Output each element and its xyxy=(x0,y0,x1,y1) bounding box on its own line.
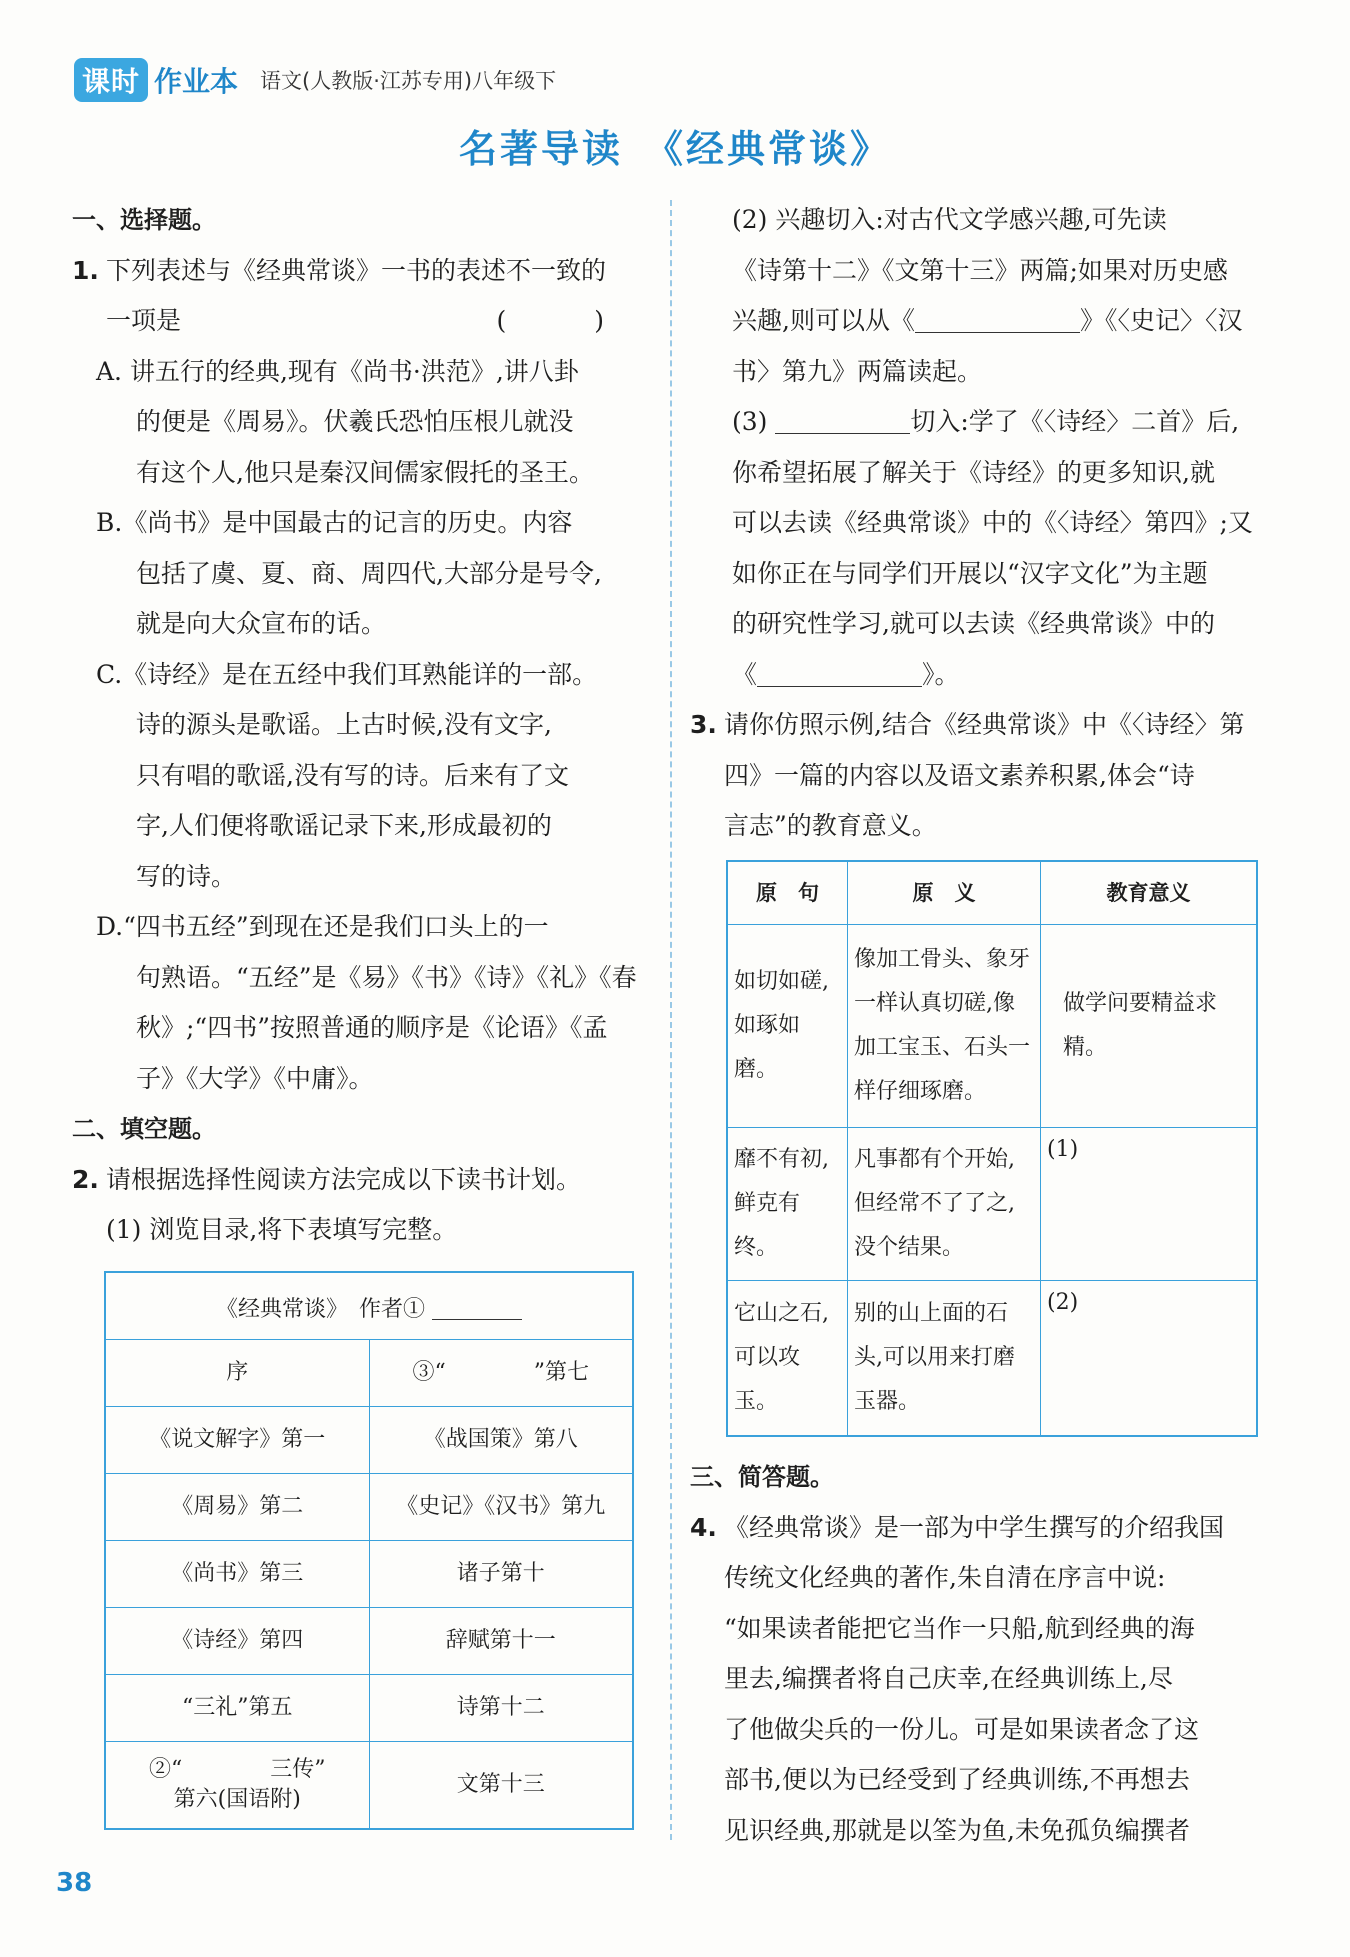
option-line: 就是向大众宣布的话。 xyxy=(136,609,387,638)
text-line: “如果读者能把它当作一只船,航到经典的海 xyxy=(724,1613,1195,1643)
question-stem: 下列表述与《经典常谈》一书的表述不一致的 xyxy=(106,255,607,285)
table-cell: 文第十三 xyxy=(369,1742,633,1830)
answer-paren[interactable]: ( ) xyxy=(496,306,644,335)
cell-line: 第六(国语附) xyxy=(173,1787,301,1812)
table-row xyxy=(727,1128,1257,1281)
question-number: 1. xyxy=(72,255,99,285)
text-part: 兴趣,则可以从《 xyxy=(732,306,915,335)
option-line: A. 讲五行的经典,现有《尚书·洪范》,讲八卦 xyxy=(96,356,579,386)
table-cell-blank[interactable] xyxy=(105,1742,369,1830)
option-line: 的便是《周易》。伏羲氏恐怕压根儿就没 xyxy=(136,407,574,436)
option-line: 有这个人,他只是秦汉间儒家假托的圣王。 xyxy=(136,457,594,487)
text-part: 切入:学了《〈诗经〉二首》后, xyxy=(910,407,1240,436)
text-line xyxy=(690,650,1262,701)
table-cell: 《战国策》第八 xyxy=(369,1407,633,1474)
text-line: 部书,便以为已经受到了经典训练,不再想去 xyxy=(724,1765,1190,1794)
question-4 xyxy=(690,1503,1262,1554)
option-line: 写的诗。 xyxy=(136,861,237,891)
table-row xyxy=(105,1272,633,1340)
question-3 xyxy=(690,700,1262,751)
logo-text: 作业本 xyxy=(154,65,239,98)
question-stem: 《经典常谈》是一部为中学生撰写的介绍我国 xyxy=(724,1512,1225,1542)
table-row xyxy=(105,1407,633,1474)
question-number: 2. xyxy=(72,1164,99,1194)
cell-line: ②“ 三传” xyxy=(149,1757,326,1782)
text-line: 你希望拓展了解关于《诗经》的更多知识,就 xyxy=(732,457,1215,487)
option-line: 句熟语。“五经”是《易》《书》《诗》《礼》《春 xyxy=(136,962,637,992)
option-line: 只有唱的歌谣,没有写的诗。后来有了文 xyxy=(136,760,569,790)
table-row xyxy=(105,1608,633,1675)
text-line: 可以去读《经典常谈》中的《〈诗经〉第四》;又 xyxy=(732,508,1253,537)
option-b[interactable] xyxy=(72,498,644,650)
question-stem-line2 xyxy=(72,296,644,347)
text-line xyxy=(690,397,1262,448)
table-cell: “三礼”第五 xyxy=(105,1675,369,1742)
table-cell: 靡不有初,鲜克有终。 xyxy=(727,1128,848,1281)
logo-box: 课时 xyxy=(74,58,148,102)
option-line: 子》《大学》《中庸》。 xyxy=(136,1063,374,1093)
question-number: 3. xyxy=(690,710,717,739)
section-heading-3: 三、简答题。 xyxy=(690,1463,834,1491)
option-line: B.《尚书》是中国最古的记言的历史。内容 xyxy=(96,508,573,537)
table-cell: 如切如磋,如琢如磨。 xyxy=(727,925,848,1128)
stem-text: 一项是 xyxy=(106,306,182,335)
table-row xyxy=(105,1541,633,1608)
option-line: 秋》;“四书”按照普通的顺序是《论语》《孟 xyxy=(136,1013,608,1042)
option-line: 诗的源头是歌谣。上古时候,没有文字, xyxy=(136,710,552,739)
header-cell: 教育意义 xyxy=(1041,861,1258,925)
table-cell: 诗第十二 xyxy=(369,1675,633,1742)
table-head-text: 《经典常谈》 作者① xyxy=(215,1297,425,1322)
text-line: 书〉第九》两篇读起。 xyxy=(732,356,983,386)
text-line: 了他做尖兵的一份儿。可是如果读者念了这 xyxy=(724,1714,1200,1744)
text-part: 》《〈史记〉〈汉 xyxy=(1079,306,1243,335)
right-column-lower xyxy=(690,1452,1262,1856)
header-cell: 原 义 xyxy=(848,861,1041,925)
table-row xyxy=(105,1742,633,1830)
option-line: 字,人们便将歌谣记录下来,形成最初的 xyxy=(136,811,552,840)
header-cell: 原 句 xyxy=(727,861,848,925)
text-part: 》。 xyxy=(922,659,960,689)
table-row xyxy=(105,1474,633,1541)
table-cell: 《诗经》第四 xyxy=(105,1608,369,1675)
question-number: 4. xyxy=(690,1512,717,1542)
table-cell: 辞赋第十一 xyxy=(369,1608,633,1675)
table-cell: 《周易》第二 xyxy=(105,1474,369,1541)
section-heading-2: 二、填空题。 xyxy=(72,1115,216,1143)
table-cell: 诸子第十 xyxy=(369,1541,633,1608)
table-row xyxy=(727,1281,1257,1436)
left-column xyxy=(72,195,644,1256)
table-row xyxy=(105,1340,633,1407)
table-row xyxy=(105,1675,633,1742)
author-blank[interactable] xyxy=(432,1287,522,1320)
approach-blank[interactable] xyxy=(775,401,910,434)
table-cell-blank[interactable]: ③“ ”第七 xyxy=(369,1340,633,1407)
text-part: 《 xyxy=(732,659,758,689)
subject-label: 语文(人教版·江苏专用)八年级下 xyxy=(260,69,557,93)
answer-cell[interactable]: (1) xyxy=(1041,1128,1258,1281)
option-d[interactable] xyxy=(72,902,644,1104)
question-2 xyxy=(72,1155,644,1206)
table-head-cell xyxy=(105,1272,633,1340)
option-c[interactable] xyxy=(72,650,644,903)
reading-plan-table xyxy=(104,1271,634,1830)
poetry-table xyxy=(726,860,1258,1437)
table-header-row xyxy=(727,861,1257,925)
text-line: 四》一篇的内容以及语文素养积累,体会“诗 xyxy=(724,760,1195,790)
text-line: (2) 兴趣切入:对古代文学感兴趣,可先读 xyxy=(732,205,1167,234)
text-part: (3) xyxy=(732,407,768,436)
sub-question-3 xyxy=(690,397,1262,700)
table-cell: 《史记》《汉书》第九 xyxy=(369,1474,633,1541)
question-stem: 请根据选择性阅读方法完成以下读书计划。 xyxy=(106,1164,582,1194)
page-header xyxy=(74,58,556,102)
sub-question-1: (1) 浏览目录,将下表填写完整。 xyxy=(106,1215,458,1244)
brand-logo xyxy=(74,58,238,102)
option-line: D.“四书五经”到现在还是我们口头上的一 xyxy=(96,912,549,941)
text-line: 传统文化经典的著作,朱自清在序言中说: xyxy=(724,1563,1166,1592)
table-cell: 序 xyxy=(105,1340,369,1407)
text-line: 言志”的教育意义。 xyxy=(724,811,937,840)
section-heading-1: 一、选择题。 xyxy=(72,206,216,234)
answer-cell[interactable]: (2) xyxy=(1041,1281,1258,1436)
chapter-blank[interactable] xyxy=(757,654,922,687)
page-title: 名著导读 《经典常谈》 xyxy=(458,127,891,171)
question-1 xyxy=(72,246,644,297)
table-cell: 凡事都有个开始,但经常不了了之,没个结果。 xyxy=(848,1128,1041,1281)
history-blank[interactable] xyxy=(915,300,1080,333)
text-line xyxy=(690,296,1262,347)
page-number: 38 xyxy=(56,1868,93,1898)
text-line: 里去,编撰者将自己庆幸,在经典训练上,尽 xyxy=(724,1664,1173,1693)
text-line: 《诗第十二》《文第十三》两篇;如果对历史感 xyxy=(732,255,1228,285)
option-line: C.《诗经》是在五经中我们耳熟能详的一部。 xyxy=(96,659,598,689)
table-row xyxy=(727,925,1257,1128)
table-cell: 《尚书》第三 xyxy=(105,1541,369,1608)
column-divider xyxy=(670,200,672,1840)
right-column xyxy=(690,195,1262,852)
table-cell: 别的山上面的石头,可以用来打磨玉器。 xyxy=(848,1281,1041,1436)
table-cell: 《说文解字》第一 xyxy=(105,1407,369,1474)
table-cell: 做学问要精益求精。 xyxy=(1041,925,1258,1128)
text-line: 如你正在与同学们开展以“汉字文化”为主题 xyxy=(732,558,1208,588)
option-line: 包括了虞、夏、商、周四代,大部分是号令, xyxy=(136,558,602,588)
table-cell: 像加工骨头、象牙一样认真切磋,像加工宝玉、石头一样仔细琢磨。 xyxy=(848,925,1041,1128)
text-line: 见识经典,那就是以筌为鱼,未免孤负编撰者 xyxy=(724,1815,1190,1845)
question-stem: 请你仿照示例,结合《经典常谈》中《〈诗经〉第 xyxy=(724,710,1245,739)
text-line: 的研究性学习,就可以去读《经典常谈》中的 xyxy=(732,609,1215,638)
table-cell: 它山之石,可以攻玉。 xyxy=(727,1281,848,1436)
option-a[interactable] xyxy=(72,347,644,499)
sub-question-2 xyxy=(690,195,1262,397)
